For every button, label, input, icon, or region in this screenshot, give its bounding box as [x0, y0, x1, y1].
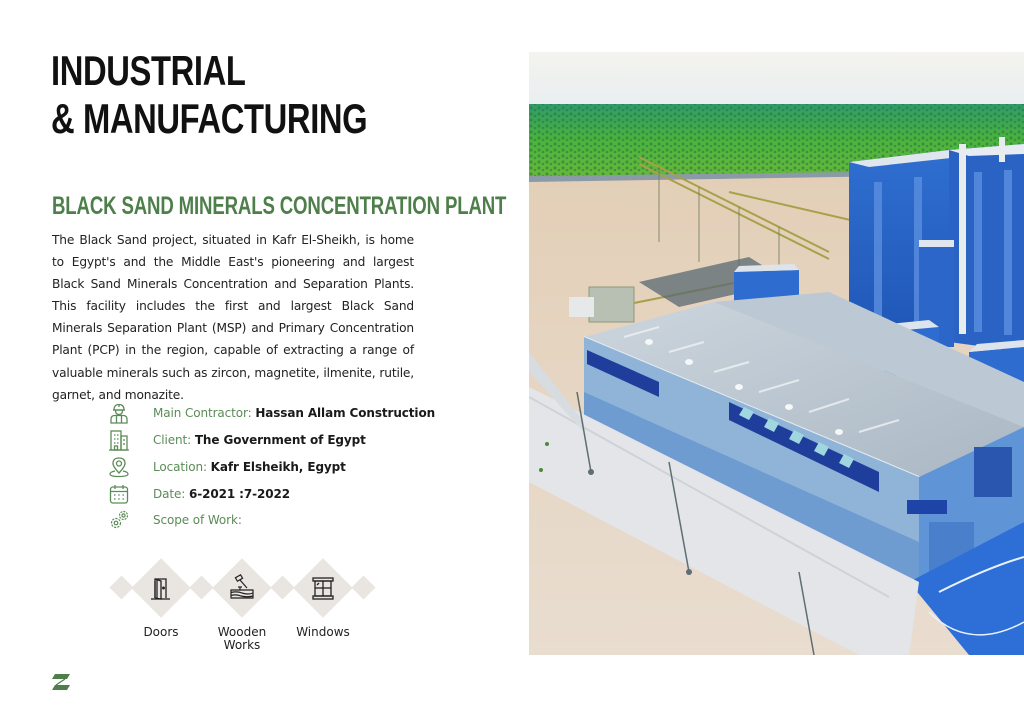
window-icon: [308, 573, 338, 603]
project-title: BLACK SAND MINERALS CONCENTRATION PLANT: [52, 192, 507, 220]
door-icon: [146, 573, 176, 603]
calendar-icon: [107, 483, 131, 505]
detail-label: Client:: [153, 433, 192, 447]
decorative-diamond: [351, 575, 375, 599]
detail-scope-of-work: [107, 509, 242, 531]
detail-main-contractor: [107, 402, 436, 424]
worker-icon: [107, 402, 131, 424]
decorative-diamond: [270, 575, 294, 599]
project-description: The Black Sand project, situated in Kafr El-Sheikh, is home to Egypt's and the Middle East's pioneering and largest Black Sand Minerals Concentration and Separation Plants. This facility includes the first and largest Black Sand Minerals Separation Plant (MSP) and Primary Concentration Plant (PCP) in the region, capable of extracting a range of valuable minerals such as zircon, magnetite, ilmenite, rutile, garnet, and monazite.: [52, 233, 414, 402]
detail-date: [107, 483, 290, 505]
wooden-works-icon: [227, 573, 257, 603]
detail-label: Main Contractor:: [153, 406, 252, 420]
brand-logo-icon: [52, 674, 70, 690]
scope-label-doors: Doors: [143, 625, 179, 639]
detail-label: Location:: [153, 460, 207, 474]
page-title-line-1: INDUSTRIAL: [51, 47, 246, 94]
location-pin-icon: [107, 456, 131, 478]
detail-label: Scope of Work:: [153, 513, 242, 527]
decorative-diamond: [189, 575, 213, 599]
scope-of-work-icons: [105, 555, 385, 665]
project-photo: [529, 52, 1024, 655]
page-title: [51, 47, 367, 143]
detail-value: 6-2021 :7-2022: [188, 487, 290, 501]
detail-value: Hassan Allam Construction: [255, 406, 436, 420]
detail-client: [107, 429, 366, 451]
building-icon: [107, 429, 131, 451]
detail-value: The Government of Egypt: [194, 433, 366, 447]
detail-value: Kafr Elsheikh, Egypt: [210, 460, 346, 474]
page-title-line-2: & MANUFACTURING: [51, 95, 368, 142]
scope-label-wooden-works: Wooden Works: [217, 625, 267, 652]
detail-label: Date:: [153, 487, 186, 501]
detail-location: [107, 456, 346, 478]
gears-icon: [107, 509, 131, 531]
scope-label-windows: Windows: [296, 625, 350, 639]
